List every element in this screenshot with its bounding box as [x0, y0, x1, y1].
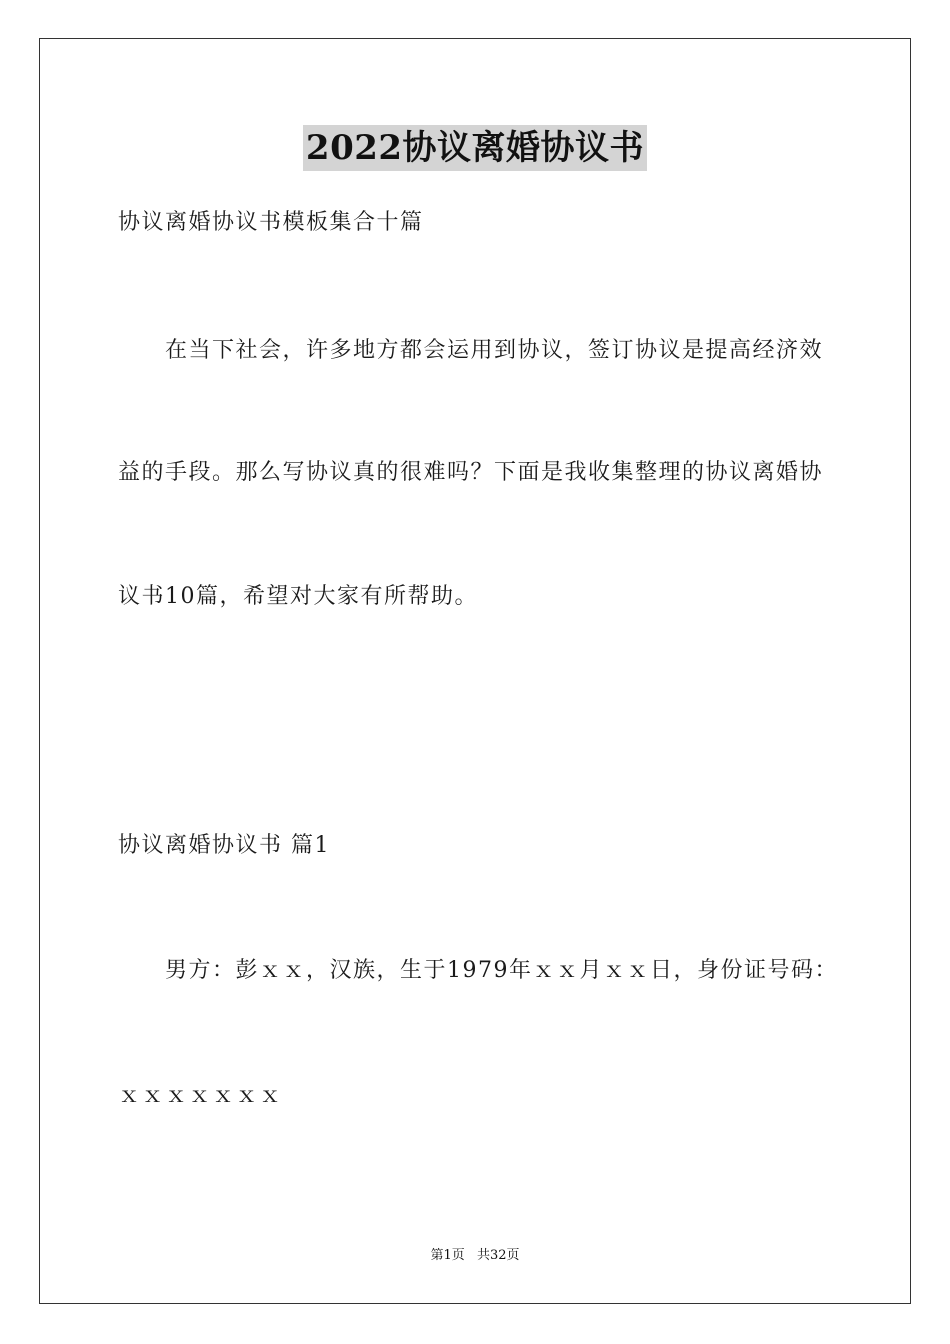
intro-line-3: 议书10篇，希望对大家有所帮助。 — [118, 584, 478, 609]
document-subtitle: 协议离婚协议书模板集合十篇 — [118, 210, 424, 235]
page-footer — [0, 1247, 950, 1265]
page-number-total: 共32页 — [476, 1248, 520, 1263]
section-line-1: 男方：彭ｘｘ，汉族，生于1979年ｘｘ月ｘｘ日，身份证号码： — [165, 958, 838, 983]
intro-line-2: 益的手段。那么写协议真的很难吗？下面是我收集整理的协议离婚协 — [118, 460, 824, 485]
section-line-2: ｘｘｘｘｘｘｘ — [118, 1083, 283, 1108]
intro-line-1: 在当下社会，许多地方都会运用到协议，签订协议是提高经济效 — [165, 338, 824, 363]
title-container — [0, 125, 950, 171]
document-title: 2022协议离婚协议书 — [303, 125, 647, 171]
section-heading: 协议离婚协议书 篇1 — [118, 833, 330, 858]
page-number-current: 第1页 — [430, 1248, 465, 1263]
